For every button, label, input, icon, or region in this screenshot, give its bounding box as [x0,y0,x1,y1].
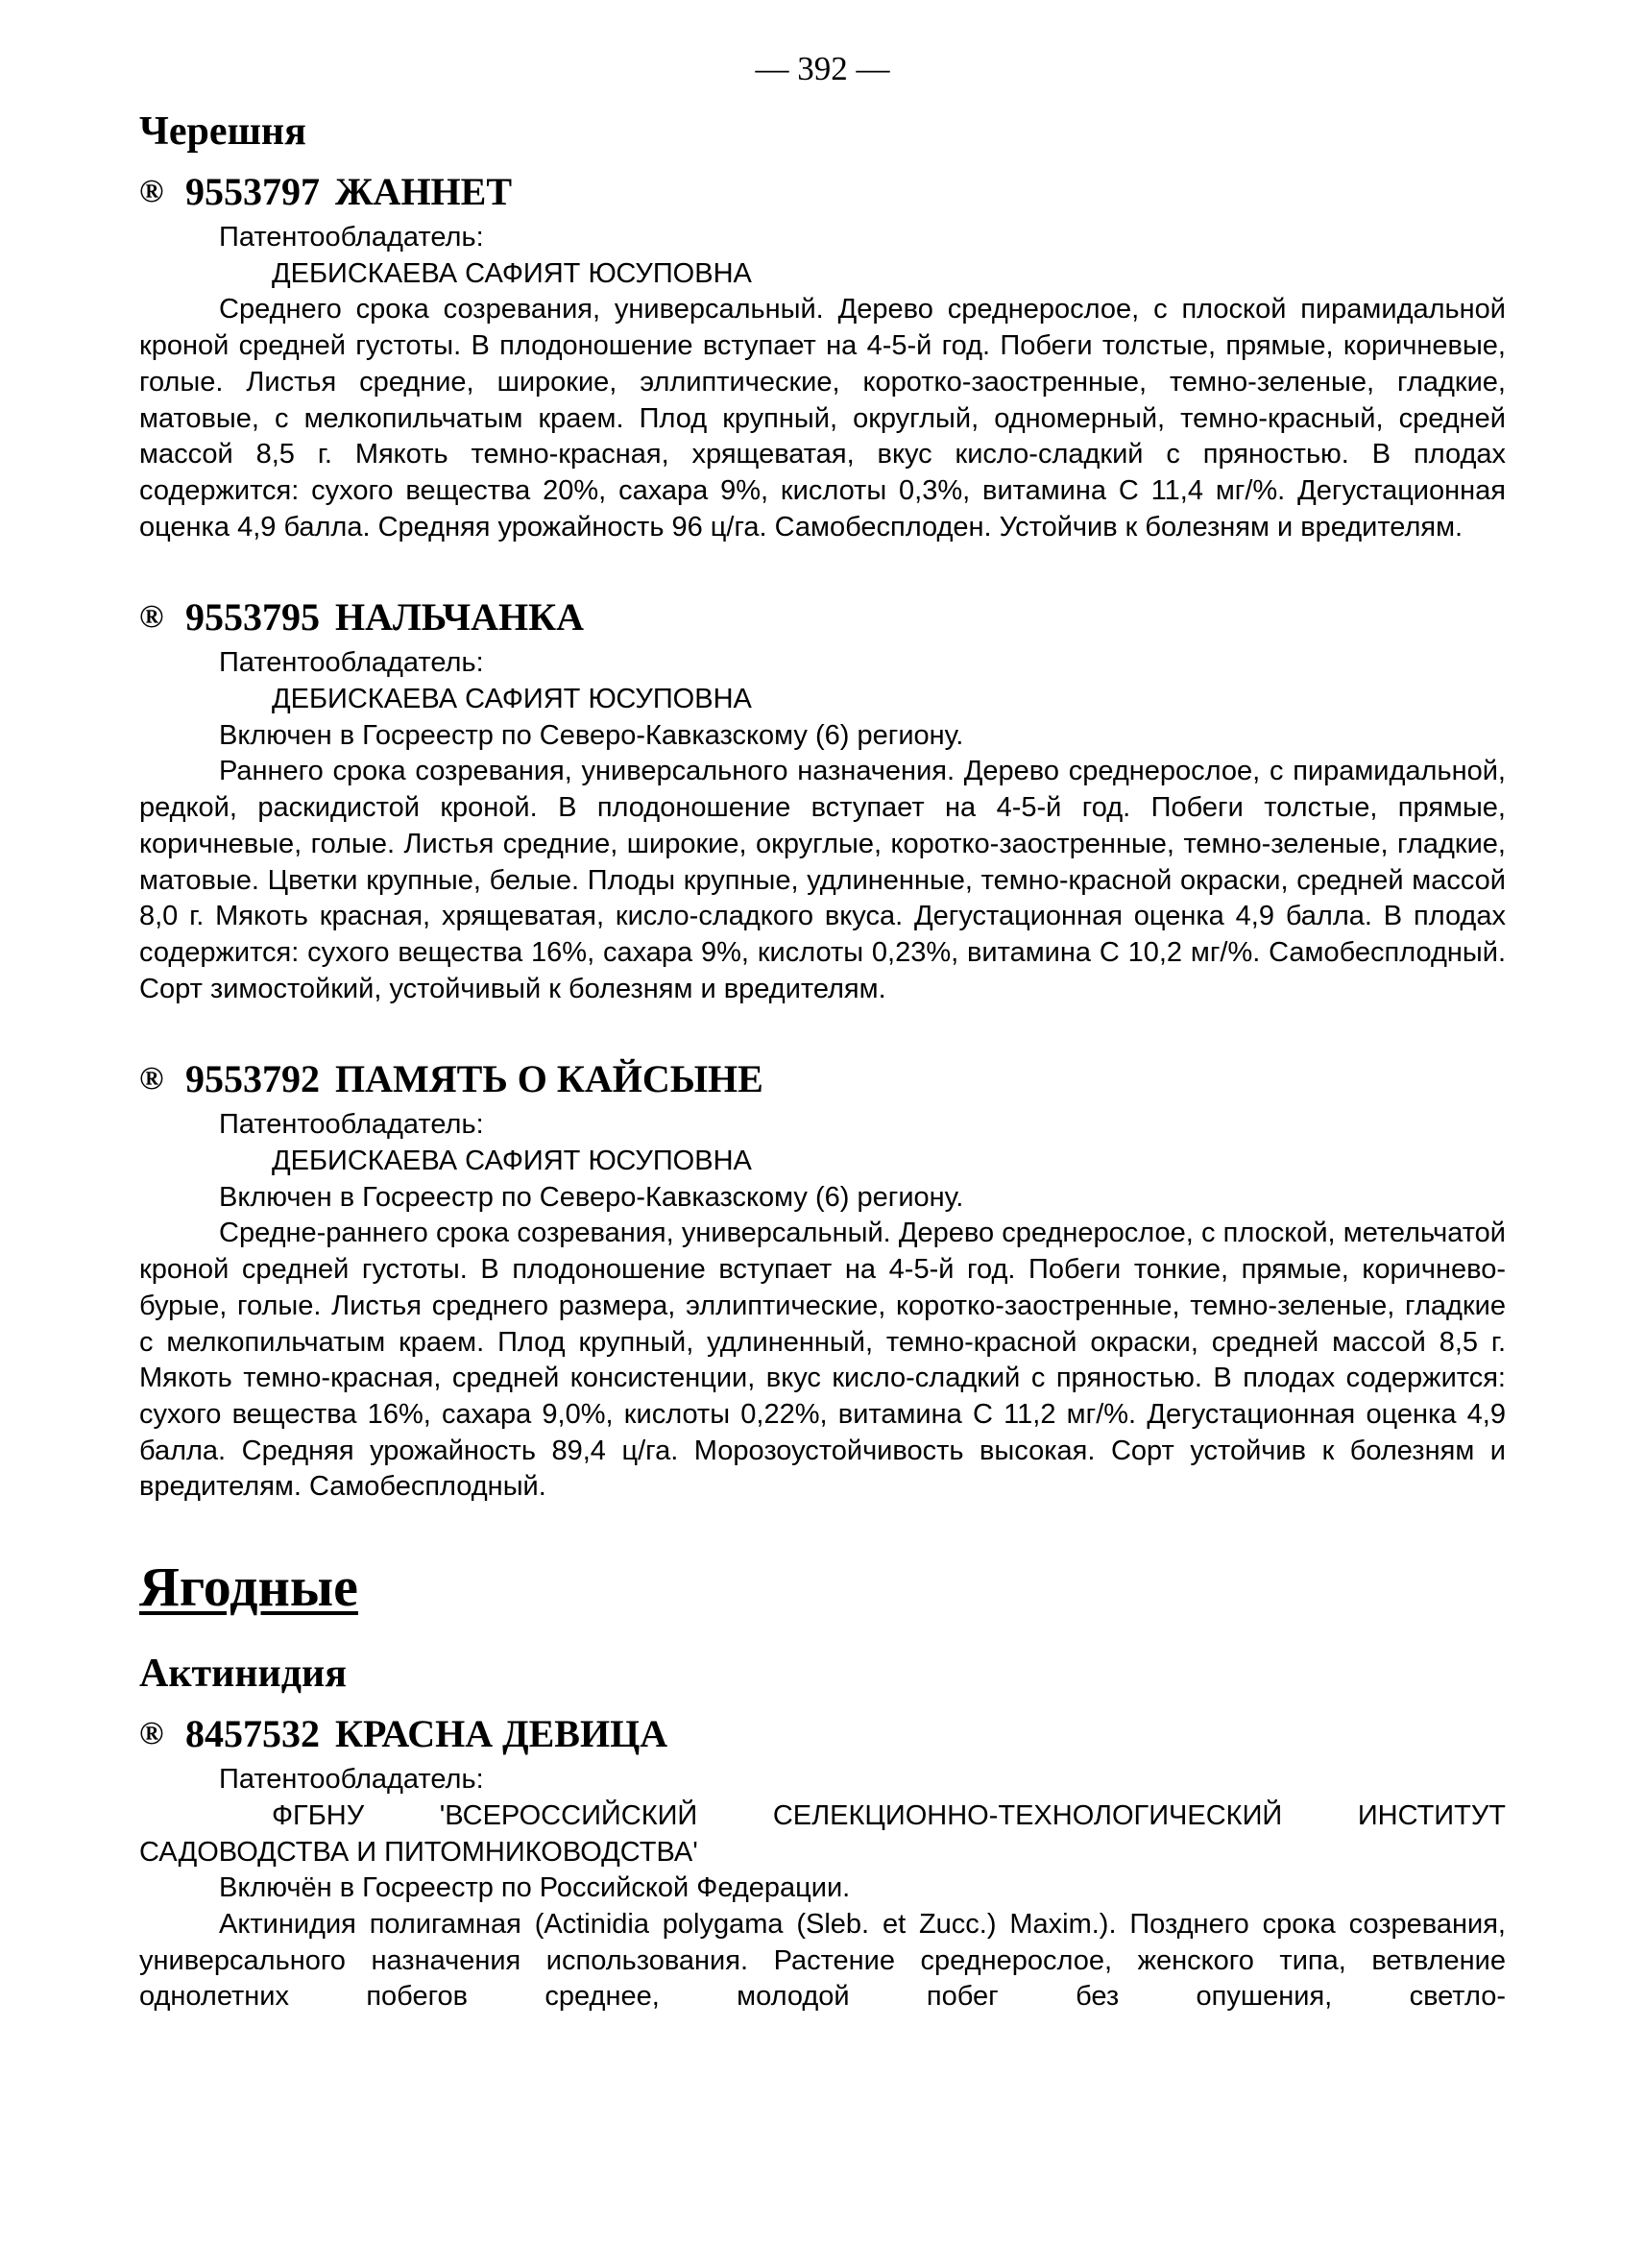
variety-description: Актинидия полигамная (Actinidia polygama (Sleb. et Zucc.) Maxim.). Позднего срока созревания, универсального назначения использования. Растение среднерослое, женского типа, ветвление однолетних побегов среднее, молодой побег без опушения, светло- [139,1908,1506,2013]
patent-holder-label: Патентообладатель: [219,1109,484,1141]
patent-holder-name: ДЕБИСКАЕВА САФИЯТ ЮСУПОВНА [272,257,752,289]
registry-note: Включен в Госреестр по Северо-Кавказскому (6) региону. [219,1181,964,1213]
page-number: — 392 — [755,50,890,87]
variety-heading [139,168,1506,216]
registered-icon: ® [139,1716,164,1752]
variety-name: ЖАННЕТ [335,170,513,213]
variety-description: Средне-раннего срока созревания, универсальный. Дерево среднерослое, с плоской, метельчатой кроной средней густоты. В плодоношение вступает на 4-5-й год. Побеги тонкие, прямые, коричнево-бурые, голые. Листья среднего размера, эллиптические, коротко-заостренные, темно-зеленые, гладкие с мелкопильчатым краем. Плод крупный, удлиненный, темно-красной окраски, средней массой 8,5 г. Мякоть темно-красная, средней консистенции, вкус кисло-сладкий с пряностью. В плодах содержится: сухого вещества 16%, сахара 9,0%, кислоты 0,22%, витамина С 11,2 мг/%. Дегустационная оценка 4,9 балла. Средняя урожайность 89,4 ц/га. Морозоустойчивость высокая. Сорт устойчив к болезням и вредителям. Самобесплодный. [139,1218,1506,1503]
variety-number: 8457532 [185,1712,320,1756]
variety-entry [139,1710,1506,2015]
patent-holder-label: Патентообладатель: [219,1764,484,1796]
patent-holder-label: Патентообладатель: [219,222,484,253]
variety-entry [139,593,1506,1007]
registry-note: Включен в Госреестр по Северо-Кавказскому (6) региону. [219,719,964,751]
variety-description: Раннего срока созревания, универсального назначения. Дерево среднерослое, с пирамидальной, редкой, раскидистой кроной. В плодоношение вступает на 4-5-й год. Побеги толстые, прямые, коричневые, голые. Листья средние, широкие, округлые, коротко-заостренные, темно-зеленые, гладкие, матовые. Цветки крупные, белые. Плоды крупные, удлиненные, темно-красной окраски, средней массой 8,0 г. Мякоть красная, хрящеватая, кисло-сладкого вкуса. Дегустационная оценка 4,9 балла. В плодах содержится: сухого вещества 16%, сахара 9%, кислоты 0,23%, витамина С 10,2 мг/%. Самобесплодный. Сорт зимостойкий, устойчивый к болезням и вредителям. [139,756,1506,1004]
variety-name: КРАСНА ДЕВИЦА [335,1712,668,1756]
variety-number: 9553795 [185,595,320,639]
patent-holder-name: ДЕБИСКАЕВА САФИЯТ ЮСУПОВНА [272,684,752,715]
section-title-actinidia: Актинидия [139,1652,347,1697]
variety-entry [139,1055,1506,1506]
variety-heading [139,1710,1506,1758]
variety-number: 9553792 [185,1057,320,1101]
variety-name: ПАМЯТЬ О КАЙСЫНЕ [335,1057,763,1101]
patent-holder-name: ДЕБИСКАЕВА САФИЯТ ЮСУПОВНА [272,1146,752,1177]
variety-name: НАЛЬЧАНКА [335,595,585,639]
registered-icon: ® [139,174,164,209]
variety-description: Среднего срока созревания, универсальный. Дерево среднерослое, с плоской пирамидальной кроной средней густоты. В плодоношение вступает на 4-5-й год. Побеги толстые, прямые, коричневые, голые. Листья средние, широкие, эллиптические, коротко-заостренные, темно-зеленые, гладкие, матовые, с мелкопильчатым краем. Плод крупный, округлый, одномерный, темно-красный, средней массой 8,5 г. Мякоть темно-красная, хрящеватая, вкус кисло-сладкий с пряностью. В плодах содержится: сухого вещества 20%, сахара 9%, кислоты 0,3%, витамина С 11,4 мг/%. Дегустационная оценка 4,9 балла. Средняя урожайность 96 ц/га. Самобесплоден. Устойчив к болезням и вредителям. [139,294,1506,543]
variety-heading [139,593,1506,641]
variety-entry [139,168,1506,545]
group-title-berries: Ягодные [139,1556,358,1619]
registered-icon: ® [139,1061,164,1098]
section-title-cherry: Черешня [139,109,306,154]
patent-holder-name: ФГБНУ 'ВСЕРОССИЙСКИЙ СЕЛЕКЦИОННО-ТЕХНОЛОГИЧЕСКИЙ ИНСТИТУТ САДОВОДСТВА И ПИТОМНИКОВОДСТВА' [139,1799,1506,1868]
variety-number: 9553797 [185,170,320,213]
patent-holder-label: Патентообладатель: [219,647,484,679]
variety-heading [139,1055,1506,1103]
registry-note: Включён в Госреестр по Российской Федерации. [219,1872,851,1904]
registered-icon: ® [139,599,164,636]
page-content [139,108,1506,2063]
